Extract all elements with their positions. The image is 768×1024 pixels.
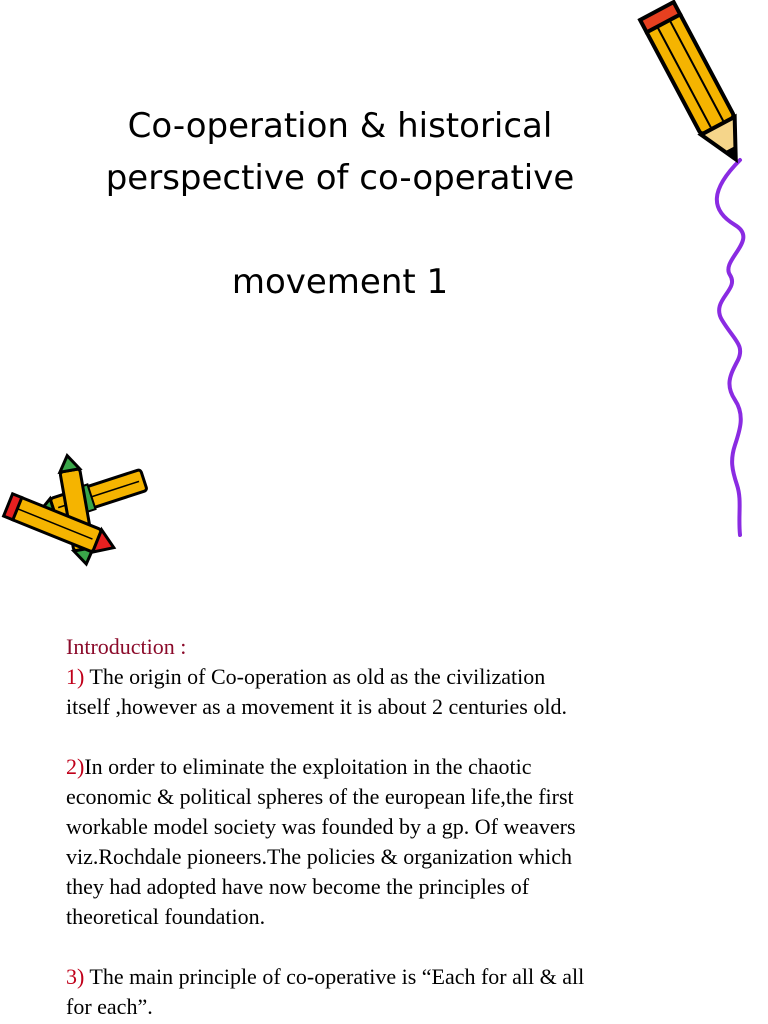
p2-text-1: In order to eliminate the exploitation in the chaotic <box>84 754 532 779</box>
intro-label: Introduction : <box>66 634 187 659</box>
paragraph-1-line-1 <box>66 662 706 692</box>
pencil-icon <box>640 0 760 185</box>
paragraph-1-line-2: itself ,however as a movement it is about 2 centuries old. <box>66 694 567 719</box>
paragraph-2-line-2: economic & political spheres of the european life,the first <box>66 784 574 809</box>
paragraph-2-line-5: they had adopted have now become the principles of <box>66 874 530 899</box>
title-gap <box>40 204 640 256</box>
p3-number: 3) <box>66 964 85 989</box>
paragraph-2-line-3: workable model society was founded by a gp. Of weavers <box>66 814 576 839</box>
p2-number: 2) <box>66 754 85 779</box>
paragraph-3-line-2: for each”. <box>66 994 153 1019</box>
paragraph-3-line-1 <box>66 962 706 992</box>
paragraph-2-line-1 <box>66 752 706 782</box>
paragraph-2-line-4: viz.Rochdale pioneers.The policies & organization which <box>66 844 573 869</box>
title-line-3: movement 1 <box>231 262 449 302</box>
crayons-icon <box>0 460 160 570</box>
title-line-1: Co-operation & historical <box>127 106 553 146</box>
slide-body <box>66 632 706 1022</box>
p1-text-1: The origin of Co-operation as old as the civilization <box>84 664 546 689</box>
p3-text-1: The main principle of co-operative is “Each for all & all <box>84 964 585 989</box>
paragraph-2-line-6: theoretical foundation. <box>66 904 266 929</box>
title-line-2: perspective of co-operative <box>105 158 575 198</box>
slide-title <box>40 100 640 308</box>
p1-number: 1) <box>66 664 85 689</box>
squiggle-decoration <box>700 150 768 550</box>
